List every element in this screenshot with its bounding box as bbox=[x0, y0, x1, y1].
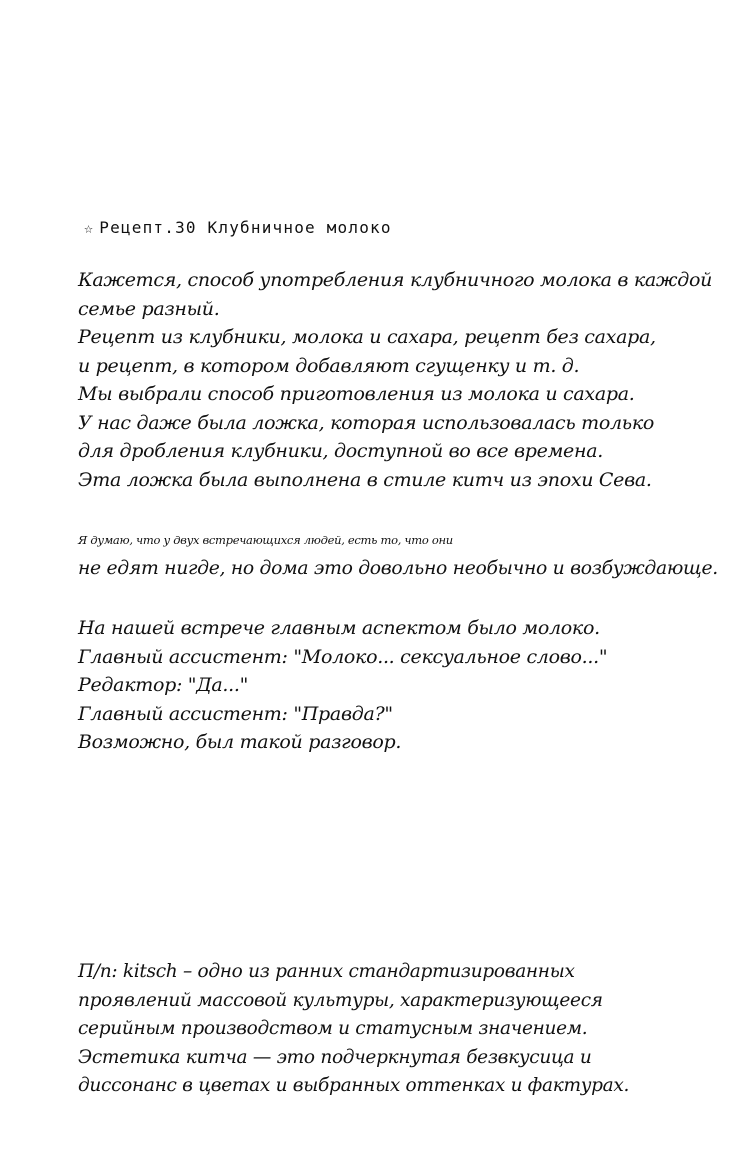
text-line: для дробления клубники, доступной во все времена. bbox=[78, 440, 603, 462]
text-line: диссонанс в цветах и выбранных оттенках и фактурах. bbox=[78, 1075, 630, 1096]
text-line: Главный ассистент: "Молоко... сексуальное слово..." bbox=[78, 645, 608, 668]
text-line: не едят нигде, но дома это довольно необычно и возбуждающе. bbox=[78, 557, 718, 579]
text-line: Возможно, был такой разговор. bbox=[78, 731, 402, 753]
text-line: проявлений массовой культуры, характеризующееся bbox=[78, 989, 603, 1011]
text-line: На нашей встрече главным аспектом было молоко. bbox=[78, 617, 600, 639]
recipe-heading bbox=[84, 218, 392, 237]
text-line: семье разный. bbox=[78, 297, 220, 320]
text-line: Я думаю, что у двух встречающихся людей, есть то, что они bbox=[78, 533, 453, 547]
dialogue-paragraph bbox=[78, 614, 607, 757]
text-line: Рецепт из клубники, молока и сахара, рецепт без сахара, bbox=[78, 326, 656, 348]
text-line: Редактор: "Да..." bbox=[78, 674, 249, 696]
translator-note bbox=[78, 958, 629, 1101]
text-line: У нас даже была ложка, которая использовалась только bbox=[78, 411, 655, 434]
text-line: Эстетика китча — это подчеркнутая безвкусица и bbox=[78, 1046, 592, 1068]
intro-paragraph bbox=[78, 266, 712, 494]
text-line: серийным производством и статусным значением. bbox=[78, 1018, 588, 1039]
recipe-title: Рецепт.30 Клубничное молоко bbox=[99, 218, 392, 237]
text-line: и рецепт, в котором добавляют сгущенку и т. д. bbox=[78, 354, 580, 377]
text-line: Главный ассистент: "Правда?" bbox=[78, 702, 393, 725]
text-line: Мы выбрали способ приготовления из молока и сахара. bbox=[78, 383, 635, 405]
text-line: Эта ложка была выполнена в стиле китч из эпохи Сева. bbox=[78, 468, 652, 491]
text-line: П/п: kitsch – одно из ранних стандартизированных bbox=[78, 961, 575, 982]
star-icon: ☆ bbox=[84, 219, 95, 237]
text-line: Кажется, способ употребления клубничного молока в каждой bbox=[78, 269, 713, 291]
thoughts-paragraph bbox=[78, 526, 718, 583]
